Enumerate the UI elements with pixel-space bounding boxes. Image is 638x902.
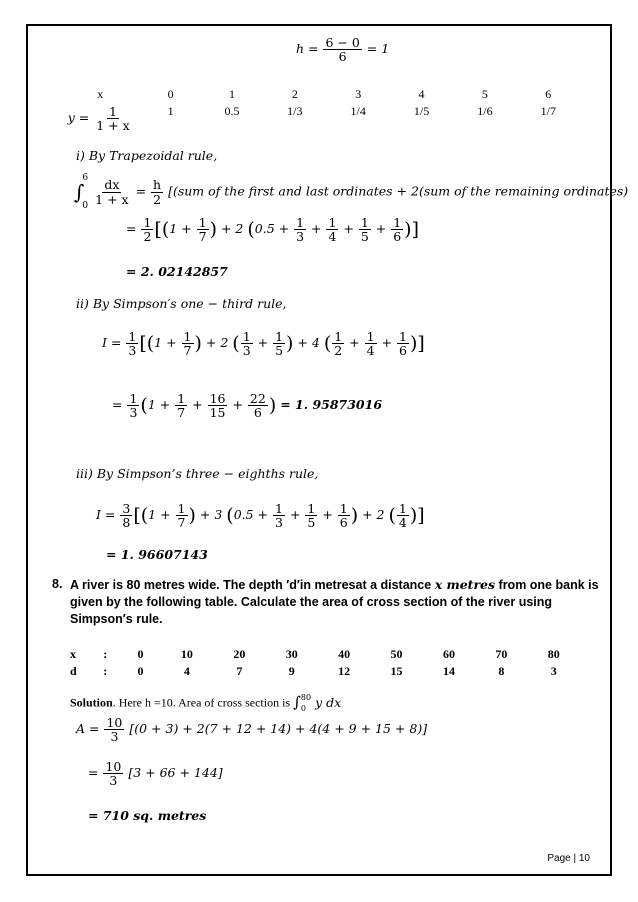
table-row: d : 0 4 7 9 12 15 14 8 3 (70, 664, 557, 678)
simpson38-heading: iii) By Simpson’s three − eighths rule, (76, 466, 319, 481)
y-label: y = $\frac{1}{1 + x}$ (67, 104, 130, 134)
solution-line: Solution. Here h =10. Area of cross section is ∫ 80 0 y dx (70, 692, 342, 713)
depth-table (70, 646, 580, 680)
area-formula: A = $\frac{10}{3}$ [(0 + 3) + 2(7 + 12 + 14) + 4(4 + 9 + 15 + 8)] (76, 715, 428, 745)
simpson38-result: = 1. 96607143 (106, 547, 208, 562)
table-row: x 0 1 2 3 4 5 6 (97, 87, 552, 101)
simpson13-result: = $\frac{1}{3}$ (1 + $\frac{1}{7}$ + $\frac{16}{15}$ + $\frac{22}{6}$ ) = 1. 95873016 (112, 391, 383, 421)
area-result: = 710 sq. metres (88, 808, 207, 823)
trapezoidal-heading: i) By Trapezoidal rule, (76, 148, 218, 163)
ordinates-table (60, 86, 580, 133)
area-step: = $\frac{10}{3}$ [3 + 66 + 144] (88, 759, 223, 789)
h-equation: h = $\frac{6 - 0}{6}$ = 1 (296, 35, 390, 65)
simpson13-formula: I = $\frac{1}{3}$ [(1 + $\frac{1}{7}$ ) + 2 ( $\frac{1}{3}$ + $\frac{1}{5}$ ) + 4 ( $\frac{1}{2}$ + $\frac{1}{4}$ + $\frac{1}{6}$ )] (102, 329, 425, 359)
trapezoidal-step: = $\frac{1}{2}$ [(1 + $\frac{1}{7}$ ) + 2 (0.5 + $\frac{1}{3}$ + $\frac{1}{4}$ + $\frac{1}{5}$ + $\frac{1}{6}$ )] (126, 215, 420, 245)
question-number: 8. (52, 577, 63, 591)
trapezoidal-result: = 2. 02142857 (126, 264, 228, 279)
simpson38-formula: I = $\frac{3}{8}$ [(1 + $\frac{1}{7}$ ) + 3 (0.5 + $\frac{1}{3}$ + $\frac{1}{5}$ + $\frac{1}{6}$ ) + 2 ( $\frac{1}{4}$ )] (96, 501, 425, 531)
table-row: x : 0 10 20 30 40 50 60 70 80 (70, 647, 560, 661)
simpson13-heading: ii) By Simpson′s one − third rule, (76, 296, 287, 311)
question-text: A river is 80 metres wide. The depth ′d′in metresat a distance x metres from one bank is given by the following table. Calculate the area of cross section of the river using Simpson′s rule. (70, 577, 599, 626)
table-row: y = $\frac{1}{1 + x}$ 1 0.5 1/3 1/4 1/5 1/6 1/7 (60, 103, 580, 133)
trapezoidal-formula: ∫ 6 0 $\frac{dx}{1 + x}$ = $\frac{h}{2}$ [(sum of the first and last ordinates + 2(sum of the remaining ordinates) (74, 173, 629, 211)
page-footer: Page | 10 (547, 853, 590, 864)
